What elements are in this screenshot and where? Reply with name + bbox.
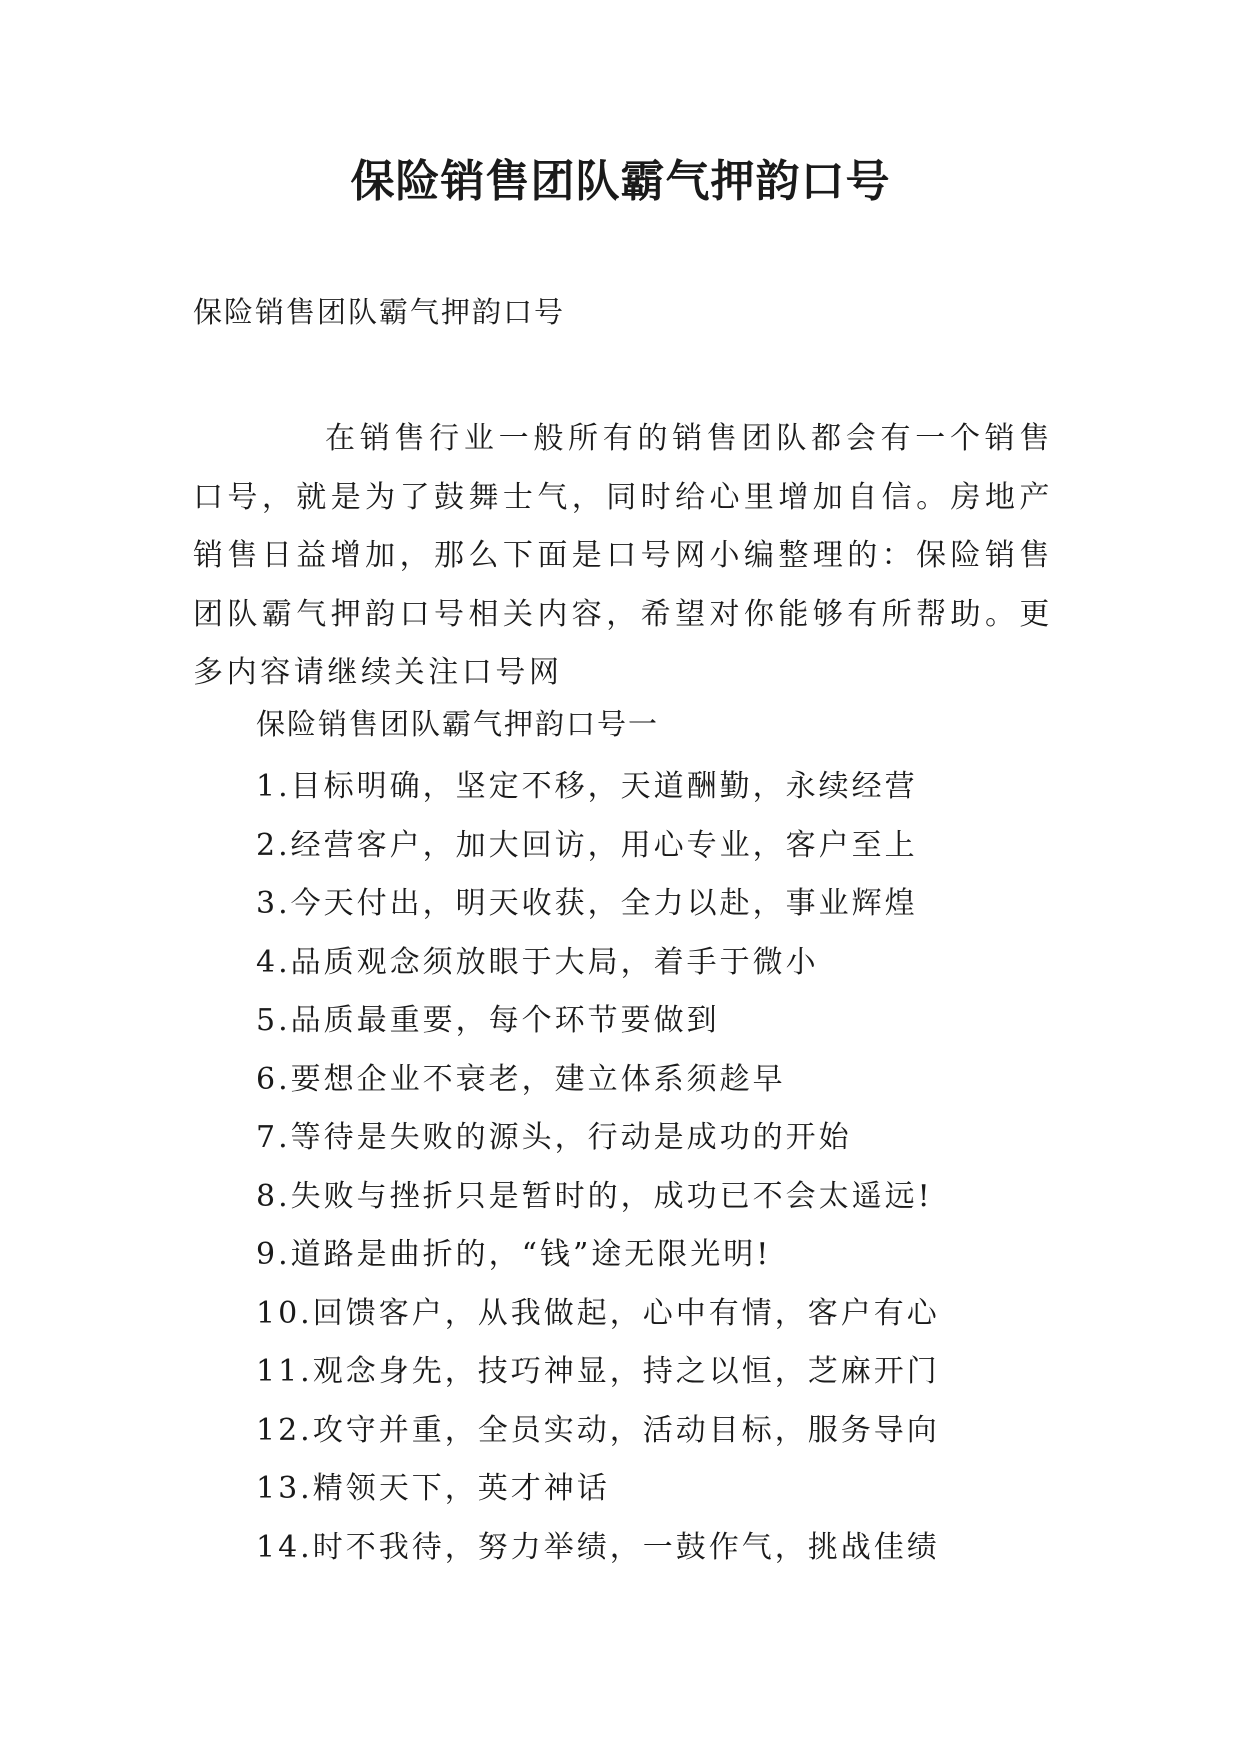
slogan-list [256, 758, 940, 1577]
slogan-item: 11.观念身先，技巧神显，持之以恒，芝麻开门 [256, 1354, 940, 1389]
intro-paragraph: 在销售行业一般所有的销售团队都会有一个销售口号，就是为了鼓舞士气，同时给心里增加自信。房地产销售日益增加，那么下面是口号网小编整理的：保险销售团队霸气押韵口号相关内容，希望对你能够有所帮助。更多内容请继续关注口号网 [193, 421, 1053, 690]
slogan-item: 6.要想企业不衰老，建立体系须趁早 [256, 1061, 786, 1097]
slogan-item: 9.道路是曲折的，“钱”途无限光明! [256, 1237, 772, 1272]
slogan-item: 5.品质最重要，每个环节要做到 [256, 1003, 720, 1038]
slogan-item: 12.攻守并重，全员实动，活动目标，服务导向 [256, 1412, 940, 1448]
slogan-item: 3.今天付出，明天收获，全力以赴，事业辉煌 [256, 886, 918, 921]
slogan-item: 2.经营客户，加大回访，用心专业，客户至上 [256, 827, 918, 863]
slogan-item: 13.精领天下，英才神话 [256, 1471, 610, 1506]
slogan-item: 14.时不我待，努力举绩，一鼓作气，挑战佳绩 [256, 1529, 940, 1565]
slogan-item: 8.失败与挫折只是暂时的，成功已不会太遥远! [256, 1178, 933, 1214]
document-subtitle: 保险销售团队霸气押韵口号 [193, 295, 566, 329]
document-title: 保险销售团队霸气押韵口号 [350, 156, 891, 207]
section-heading: 保险销售团队霸气押韵口号一 [256, 707, 660, 741]
slogan-item: 10.回馈客户，从我做起，心中有情，客户有心 [256, 1295, 940, 1331]
slogan-item: 4.品质观念须放眼于大局，着手于微小 [256, 944, 819, 980]
slogan-item: 1.目标明确，坚定不移，天道酬勤，永续经营 [256, 769, 918, 804]
slogan-item: 7.等待是失败的源头，行动是成功的开始 [256, 1120, 852, 1155]
